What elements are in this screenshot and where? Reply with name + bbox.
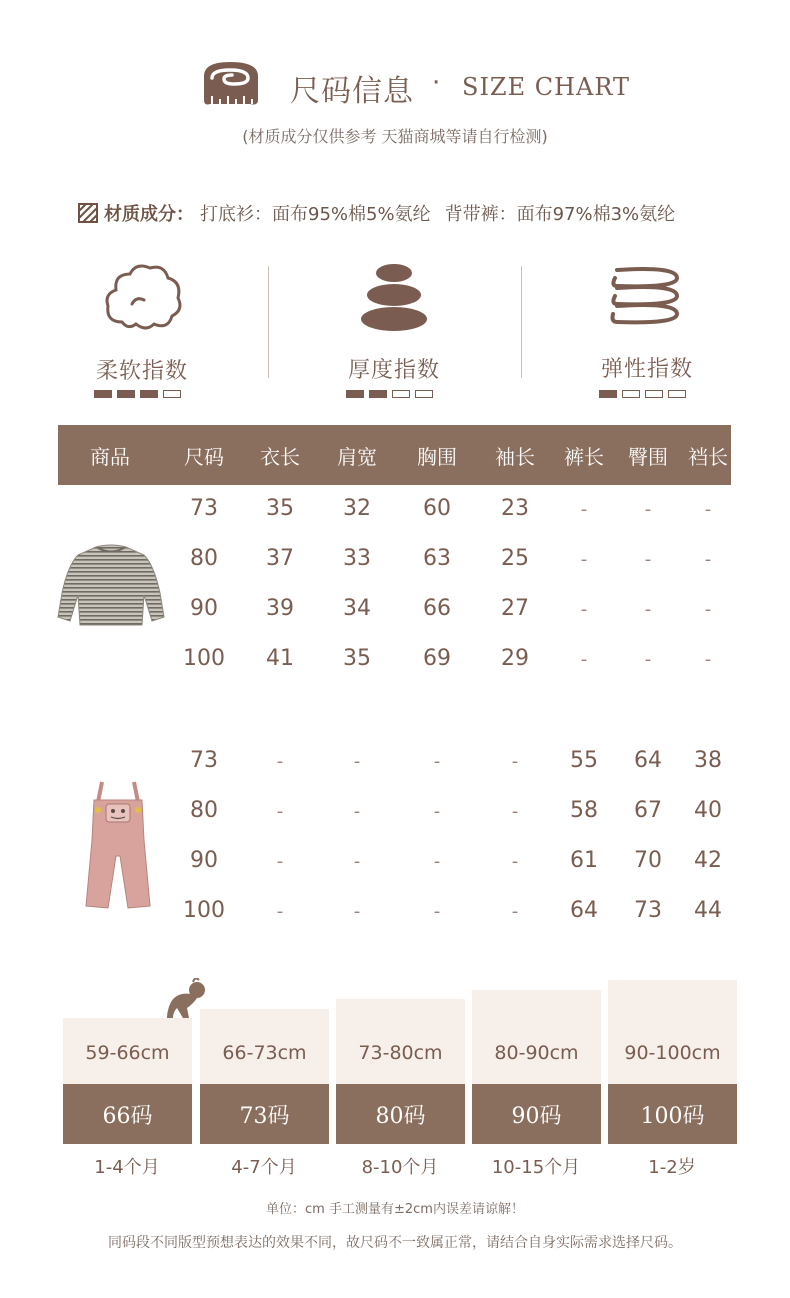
- table-cell: 58: [570, 798, 598, 823]
- table-cell: -: [353, 801, 361, 822]
- table-cell: 61: [570, 848, 598, 873]
- table-header-cell: 商品: [90, 445, 130, 469]
- height-range: 80-90cm: [494, 1042, 579, 1064]
- table-cell: -: [580, 499, 588, 520]
- table-cell: 64: [634, 748, 662, 773]
- index-divider-2: [521, 266, 522, 378]
- height-range: 90-100cm: [624, 1042, 721, 1064]
- table-cell: -: [433, 901, 441, 922]
- rating-box: [622, 390, 640, 398]
- table-cell: 27: [501, 596, 529, 621]
- thickness-rating: [346, 390, 433, 398]
- striped-shirt-image: [56, 543, 166, 629]
- size-card-label: [200, 1084, 329, 1144]
- table-cell: 32: [343, 496, 371, 521]
- rating-box: [117, 390, 135, 398]
- table-cell: 23: [501, 496, 529, 521]
- table-cell: 90: [190, 848, 218, 873]
- table-cell: 55: [570, 748, 598, 773]
- table-cell: -: [353, 751, 361, 772]
- rating-box: [140, 390, 158, 398]
- material-composition: [78, 200, 675, 226]
- table-cell: 40: [694, 798, 722, 823]
- size-label: 66码: [102, 1104, 153, 1129]
- stack-icon: [360, 262, 428, 332]
- table-cell: -: [580, 649, 588, 670]
- table-cell: 35: [343, 646, 371, 671]
- table-cell: -: [276, 751, 284, 772]
- table-cell: 67: [634, 798, 662, 823]
- table-cell: -: [276, 901, 284, 922]
- table-cell: -: [433, 751, 441, 772]
- pink-overalls-image: [80, 780, 156, 912]
- table-cell: -: [353, 901, 361, 922]
- spring-icon: [607, 264, 685, 330]
- rating-box: [645, 390, 663, 398]
- table-header-cell: 尺码: [184, 445, 224, 469]
- table-cell: 73: [190, 748, 218, 773]
- table-cell: 38: [694, 748, 722, 773]
- rating-box: [94, 390, 112, 398]
- size-label: 100码: [640, 1104, 705, 1129]
- thickness-index-label: 厚度指数: [347, 358, 440, 383]
- age-range: 4-7个月: [231, 1157, 297, 1178]
- size-card-label: [336, 1084, 465, 1144]
- table-header-cell: 臀围: [628, 445, 668, 469]
- table-cell: -: [511, 851, 519, 872]
- size-card-label: [472, 1084, 601, 1144]
- table-cell: 100: [183, 646, 225, 671]
- age-range: 8-10个月: [361, 1157, 439, 1178]
- table-cell: -: [580, 599, 588, 620]
- rating-box: [369, 390, 387, 398]
- table-cell: -: [353, 851, 361, 872]
- table-cell: 66: [423, 596, 451, 621]
- table-cell: -: [433, 851, 441, 872]
- table-cell: 42: [694, 848, 722, 873]
- table-cell: -: [276, 801, 284, 822]
- table-cell: 69: [423, 646, 451, 671]
- size-card-range: [472, 990, 601, 1084]
- size-label: 73码: [239, 1104, 290, 1129]
- page-subtitle: (材质成分仅供参考 天猫商城等请自行检测): [242, 127, 548, 146]
- height-range: 73-80cm: [358, 1042, 443, 1064]
- elasticity-index-label: 弹性指数: [600, 357, 693, 382]
- table-cell: -: [644, 549, 652, 570]
- table-cell: 35: [266, 496, 294, 521]
- rating-box: [599, 390, 617, 398]
- softness-index-label: 柔软指数: [95, 359, 188, 384]
- table-cell: 70: [634, 848, 662, 873]
- table-cell: -: [580, 549, 588, 570]
- table-cell: 80: [190, 798, 218, 823]
- table-cell: -: [511, 801, 519, 822]
- table-cell: -: [433, 801, 441, 822]
- size-card-range: [200, 1009, 329, 1084]
- table-cell: 41: [266, 646, 294, 671]
- table-header-cell: 袖长: [495, 445, 535, 469]
- rating-box: [163, 390, 181, 398]
- cloud-icon: [102, 260, 184, 334]
- table-cell: 37: [266, 546, 294, 571]
- height-range: 59-66cm: [85, 1042, 170, 1064]
- table-cell: 44: [694, 898, 722, 923]
- table-cell: 60: [423, 496, 451, 521]
- size-card-range: [608, 980, 737, 1084]
- age-range: 1-2岁: [648, 1157, 696, 1178]
- rating-box: [346, 390, 364, 398]
- table-header-cell: 裆长: [688, 445, 728, 469]
- table-cell: -: [704, 499, 712, 520]
- table-cell: -: [276, 851, 284, 872]
- table-cell: -: [704, 649, 712, 670]
- table-cell: -: [644, 599, 652, 620]
- age-range: 10-15个月: [491, 1157, 581, 1178]
- measurement-note: 单位：cm 手工测量有±2cm内误差请谅解！: [266, 1202, 524, 1217]
- table-cell: 73: [190, 496, 218, 521]
- table-cell: 34: [343, 596, 371, 621]
- table-cell: 100: [183, 898, 225, 923]
- size-label: 90码: [511, 1104, 562, 1129]
- table-cell: 73: [634, 898, 662, 923]
- index-divider-1: [268, 266, 269, 378]
- fabric-icon: [78, 203, 98, 223]
- table-cell: 33: [343, 546, 371, 571]
- table-cell: 63: [423, 546, 451, 571]
- height-range: 66-73cm: [222, 1042, 307, 1064]
- table-header-cell: 肩宽: [337, 445, 377, 469]
- size-label: 80码: [375, 1104, 426, 1129]
- age-range: 1-4个月: [94, 1157, 160, 1178]
- size-variation-note: 同码段不同版型预想表达的效果不同，故尺码不一致属正常，请结合自身实际需求选择尺码。: [108, 1235, 682, 1251]
- elasticity-rating: [599, 390, 686, 398]
- softness-rating: [94, 390, 181, 398]
- size-card-label: [608, 1084, 737, 1144]
- table-header-cell: 胸围: [417, 445, 457, 469]
- table-cell: -: [511, 751, 519, 772]
- table-cell: 25: [501, 546, 529, 571]
- table-cell: 39: [266, 596, 294, 621]
- table-cell: -: [704, 549, 712, 570]
- size-card-range: [63, 1018, 192, 1084]
- table-cell: 29: [501, 646, 529, 671]
- size-card-range: [336, 999, 465, 1084]
- table-cell: -: [644, 499, 652, 520]
- table-cell: -: [704, 599, 712, 620]
- material-label: 材质成分：: [104, 204, 194, 225]
- table-cell: -: [511, 901, 519, 922]
- table-header-cell: 衣长: [260, 445, 300, 469]
- table-cell: -: [644, 649, 652, 670]
- rating-box: [392, 390, 410, 398]
- material-overalls: 背带裤：面布97%棉3%氨纶: [444, 204, 676, 225]
- table-cell: 90: [190, 596, 218, 621]
- size-card-label: [63, 1084, 192, 1144]
- table-header-cell: 裤长: [564, 445, 604, 469]
- rating-box: [668, 390, 686, 398]
- material-shirt: 打底衫：面布95%棉5%氨纶: [200, 204, 431, 225]
- tape-measure-icon: [198, 56, 264, 110]
- table-cell: 80: [190, 546, 218, 571]
- table-cell: 64: [570, 898, 598, 923]
- rating-box: [415, 390, 433, 398]
- page-title-english: SIZE CHART: [462, 73, 631, 101]
- page-title: 尺码信息: [290, 74, 414, 109]
- title-separator: ·: [432, 68, 441, 98]
